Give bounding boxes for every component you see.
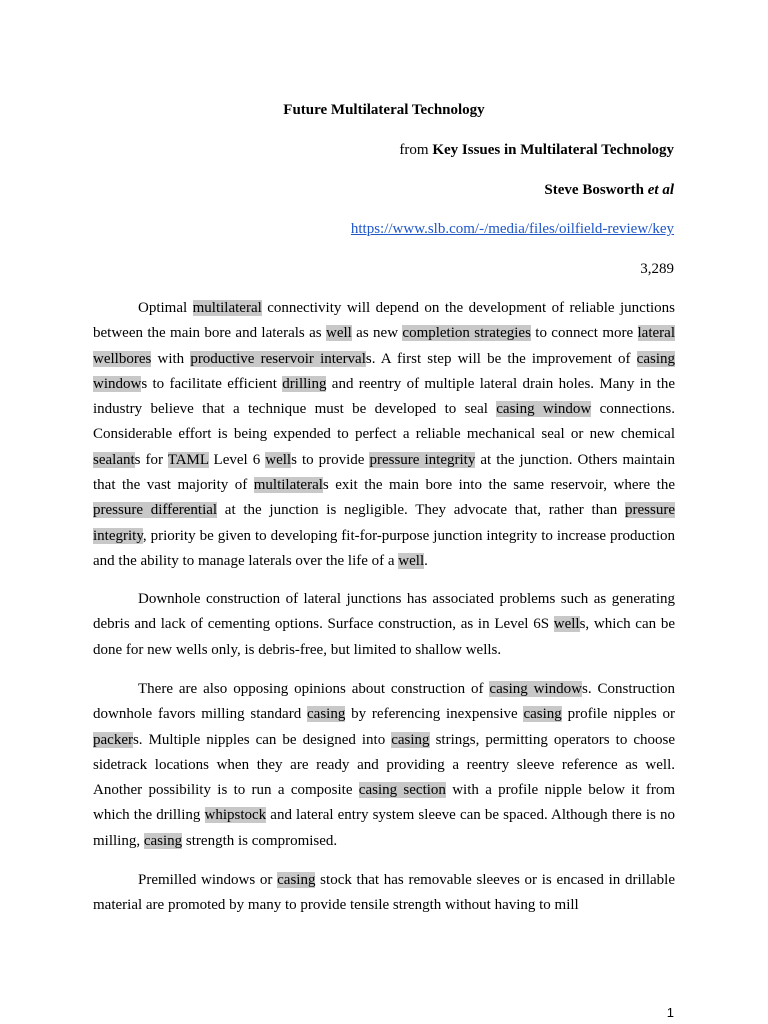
- author-suffix: et al: [647, 182, 674, 198]
- highlighted-term: packer: [93, 731, 133, 748]
- highlighted-term: well: [553, 616, 580, 633]
- text-segment: There are also opposing opinions about construction of: [138, 681, 490, 697]
- text-segment: to connect more: [530, 325, 638, 342]
- text-segment: strings, permitting operators to choose sidetrack locations when they are ready and providing a reentry sleeve reference as well. Another possibility is to run a composite: [93, 731, 675, 799]
- highlighted-term: well: [265, 451, 292, 468]
- highlighted-term: well: [398, 552, 425, 569]
- highlighted-term: productive reservoir interval: [190, 350, 366, 367]
- highlighted-term: casing: [307, 706, 346, 723]
- source-line: [399, 140, 674, 160]
- highlighted-term: casing window: [93, 350, 675, 392]
- author-name: Steve Bosworth: [544, 182, 648, 198]
- author-line: [544, 180, 674, 200]
- highlighted-term: whipstock: [204, 807, 267, 824]
- text-segment: as new: [351, 325, 403, 342]
- text-segment: at the junction is negligible. They advocate that, rather than: [217, 502, 626, 519]
- word-count: 3,289: [640, 261, 674, 277]
- paragraph-3: [93, 677, 675, 854]
- highlighted-term: casing: [391, 731, 430, 748]
- source-prefix: from: [399, 142, 433, 158]
- text-segment: with a profile nipple below it from which the drilling: [93, 782, 676, 824]
- text-segment: s to facilitate efficient: [141, 375, 283, 392]
- text-segment: and lateral entry system sleeve can be spaced. Although there is no milling,: [93, 807, 675, 849]
- highlighted-term: casing window: [489, 681, 582, 697]
- highlighted-term: pressure integrity: [369, 451, 476, 468]
- highlighted-term: casing section: [358, 782, 446, 799]
- text-segment: s to provide: [291, 451, 370, 468]
- text-segment: , priority be given to developing fit-for-purpose junction integrity to increase production and the ability to manage laterals over the life of a: [93, 527, 675, 569]
- highlighted-term: sealant: [93, 451, 135, 468]
- text-segment: profile nipples or: [561, 706, 676, 723]
- text-segment: and reentry of multiple lateral drain holes. Many in the industry believe that a technique must be developed to seal: [93, 375, 675, 418]
- highlighted-term: completion strategies: [402, 325, 531, 342]
- paragraph-4: [93, 868, 675, 919]
- text-segment: s. A first step will be the improvement of: [365, 350, 637, 367]
- text-segment: s. Multiple nipples can be designed into: [132, 731, 392, 748]
- highlighted-term: casing: [523, 706, 562, 723]
- highlighted-term: multilateral: [192, 300, 262, 316]
- text-segment: .: [424, 552, 428, 569]
- highlighted-term: TAML: [167, 451, 209, 468]
- highlighted-term: lateral wellbores: [93, 325, 675, 367]
- document-title: Future Multilateral Technology: [283, 102, 485, 118]
- paragraph-2: [93, 587, 675, 663]
- highlighted-term: drilling: [282, 375, 327, 392]
- highlighted-term: casing window: [496, 401, 592, 418]
- highlighted-term: multilateral: [253, 477, 323, 494]
- text-segment: strength is compromised.: [182, 832, 338, 849]
- text-segment: s. Construction downhole favors milling standard: [93, 681, 675, 723]
- highlighted-term: pressure differential: [93, 502, 218, 519]
- source-url-link[interactable]: https://www.slb.com/-/media/files/oilfield-review/key: [350, 221, 674, 237]
- text-segment: Premilled windows or: [138, 872, 278, 888]
- highlighted-term: casing: [143, 832, 183, 849]
- text-segment: connections. Considerable effort is being expended to perfect a reliable mechanical seal or new chemical: [93, 401, 675, 443]
- highlighted-term: casing: [277, 872, 316, 888]
- text-segment: at the junction. Others maintain that the vast majority of: [93, 451, 675, 494]
- text-segment: Level 6: [208, 451, 266, 468]
- text-segment: s for: [134, 451, 168, 468]
- text-segment: Downhole construction of lateral junctions has associated problems such as generating debris and lack of cementing options. Surface construction, as in Level 6S: [93, 591, 675, 633]
- text-segment: s exit the main bore into the same reservoir, where the: [322, 477, 675, 494]
- text-segment: connectivity will depend on the development of reliable junctions between the main bore and laterals as: [93, 300, 675, 342]
- source-title: Key Issues in Multilateral Technology: [432, 142, 674, 158]
- page-number: 1: [666, 1005, 674, 1020]
- text-segment: stock that has removable sleeves or is encased in drillable material are promoted by many to provide tensile strength without having to mill: [93, 872, 675, 914]
- text-segment: by referencing inexpensive: [345, 706, 524, 723]
- highlighted-term: pressure integrity: [93, 502, 675, 544]
- highlighted-term: well: [325, 325, 352, 342]
- text-segment: Optimal: [138, 300, 193, 316]
- paragraph-1: [93, 296, 675, 574]
- text-segment: with: [151, 350, 191, 367]
- text-segment: s, which can be done for new wells only, is debris-free, but limited to shallow wells.: [93, 616, 675, 658]
